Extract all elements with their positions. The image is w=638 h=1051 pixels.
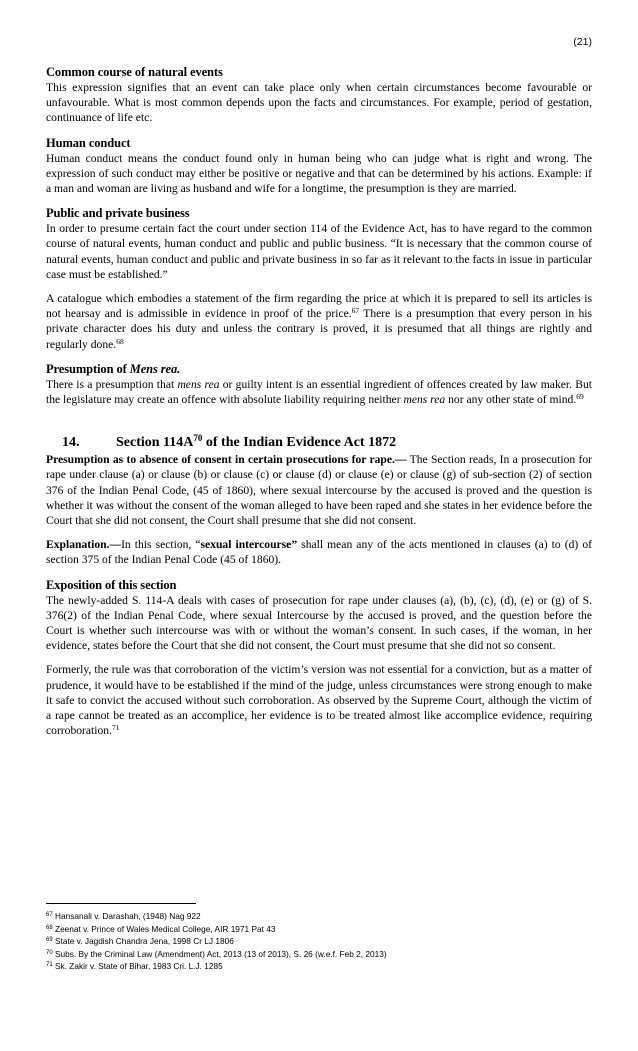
page-number: (21)	[573, 36, 592, 48]
para-section-body: The Section reads, In a prosecution for rape under clause (a) or clause (b) or clause (c) or clause (d) or clause (e) or clause (g) of sub-section (2) of section 376 of the Indian Penal Code, (45 of 1860), where sexual intercourse by the accused is proved and the question is whether it was without the consent of the woman alleged to have been raped and she states in her evidence before the Court that she did not consent, the Court shall presume that she did not consent.	[46, 453, 593, 528]
heading-exposition: Exposition of this section	[46, 577, 177, 592]
para-mens-rea-b: or guilty intent is an essential ingredient of offences created by law maker. But the legislature may create an offence with absolute liability requiring neither	[46, 377, 593, 407]
para-public-private-business: In order to presume certain fact the court under section 114 of the Evidence Act, has to have regard to the common course of natural events, human conduct and public and public business. “It is necessary that the common course of natural events, human conduct and public and private business in so far as it relevant to the facts in issue in particular case must be established.”	[46, 222, 592, 281]
footnote-ref-71: 71	[112, 723, 120, 733]
para-human-conduct: Human conduct means the conduct found only in human being who can judge what is right and wrong. The expression of such conduct may either be positive or negative and that can be determined by his actions. Example: if a man and woman are living as husband and wife for a longtime, the presumption is they are married.	[46, 151, 592, 196]
footnotes	[46, 910, 592, 973]
para-mens-rea-term-1: mens rea	[177, 377, 220, 391]
footnote-ref-70: 70	[193, 433, 203, 444]
heading-human-conduct: Human conduct	[46, 135, 131, 150]
footnote-number: 67	[46, 912, 53, 918]
heading-mens-rea-a: Presumption of	[46, 361, 130, 376]
heading-common-course: Common course of natural events	[46, 65, 223, 79]
heading-mens-rea-b: Mens rea.	[129, 361, 181, 376]
footnote-text: Subs. By the Criminal Law (Amendment) Act, 2013 (13 of 2013), S. 26 (w.e.f. Feb 2, 2013)	[55, 948, 387, 959]
footnote-number: 71	[46, 962, 53, 969]
explanation-lead: Explanation.—	[46, 538, 122, 552]
para-mens-rea-term-2: mens rea	[403, 393, 446, 407]
para-mens-rea-a: There is a presumption that	[46, 377, 178, 391]
section-title-a: Section 114A	[116, 435, 194, 451]
footnote-text: Zeenat v. Prince of Wales Medical College, AIR 1971 Pat 43	[55, 923, 276, 934]
para-explanation	[46, 537, 592, 567]
footnote-ref-69: 69	[576, 392, 584, 402]
footnote-item	[46, 948, 592, 961]
footnote-item	[46, 910, 592, 923]
footnote-number: 70	[46, 949, 53, 956]
section-title-text	[116, 434, 396, 452]
para-exposition-2-text: Formerly, the rule was that corroboration of the victim’s version was not essential for a conviction, but as a matter of prudence, it would have to be established if the mind of the judge, unless circumstances were strong enough to make it safe to convict the accused without such corroboration. As observed by the Supreme Court, although the victim of a rape cannot be treated as an accomplice, her evidence is to be treated almost like accomplice evidence, requiring corroboration.	[46, 663, 592, 738]
footnote-text: State v. Jagdish Chandra Jena, 1998 Cr LJ 1806	[55, 936, 234, 947]
footnote-item	[46, 960, 592, 973]
para-section-reads	[46, 452, 592, 528]
section-number: 14.	[62, 435, 80, 451]
footnote-item	[46, 935, 592, 948]
footnote-text: Sk. Zakir v. State of Bihar, 1983 Cri. L.J. 1285	[55, 961, 223, 972]
footnote-text: Hansanali v. Darashah, (1948) Nag 922	[55, 911, 201, 921]
para-common-course: This expression signifies that an event can take place only when certain circumstances become favourable or unfavourable. What is most common depends upon the facts and circumstances. For example, period of gestation, continuance of life etc.	[46, 81, 592, 125]
para-mens-rea-c: nor any other state of mind.	[445, 393, 577, 407]
explanation-b: shall mean any of the acts mentioned in clauses (a) to (d) of section 375 of the Indian Penal Code (45 of 1860).	[46, 538, 592, 567]
footnote-item	[46, 923, 592, 936]
footnote-number: 68	[46, 924, 53, 931]
footnote-ref-68: 68	[116, 336, 124, 346]
explanation-a: In this section, “	[121, 538, 201, 552]
footnote-ref-67: 67	[351, 306, 360, 316]
para-catalogue-b: There is a presumption that every person in his private character does his duty and unless the contrary is proved, it is presumed that all things are rightly and regularly done.	[46, 307, 592, 351]
para-exposition-2	[46, 662, 592, 738]
explanation-term: sexual intercourse”	[200, 538, 298, 552]
section-title-b: of the Indian Evidence Act 1872	[202, 435, 397, 451]
para-catalogue	[46, 291, 592, 352]
para-mens-rea	[46, 377, 592, 407]
para-catalogue-a: A catalogue which embodies a statement of the firm regarding the price at which it is prepared to sell its articles is not hearsay and is admissible in evidence in proof of the price.	[46, 292, 592, 321]
heading-public-private-business: Public and private business	[46, 206, 190, 221]
para-section-lead: Presumption as to absence of consent in certain prosecutions for rape.—	[46, 453, 407, 467]
section-14-title	[46, 434, 592, 452]
para-exposition-1: The newly-added S. 114-A deals with cases of prosecution for rape under clauses (a), (b), (c), (d), (e) or (g) of S. 376(2) of the Indian Penal Code, where sexual Intercourse by the accused is proved, and the question before the Court is whether such intercourse was with or without the woman’s consent. In such cases, if the woman, in her evidence, states before the Court that she did not consent, the Court must presume that she did not so consent.	[46, 593, 592, 653]
footnote-divider	[46, 903, 196, 904]
footnote-number: 69	[46, 937, 53, 944]
heading-mens-rea	[46, 361, 592, 377]
page-body	[46, 34, 592, 739]
